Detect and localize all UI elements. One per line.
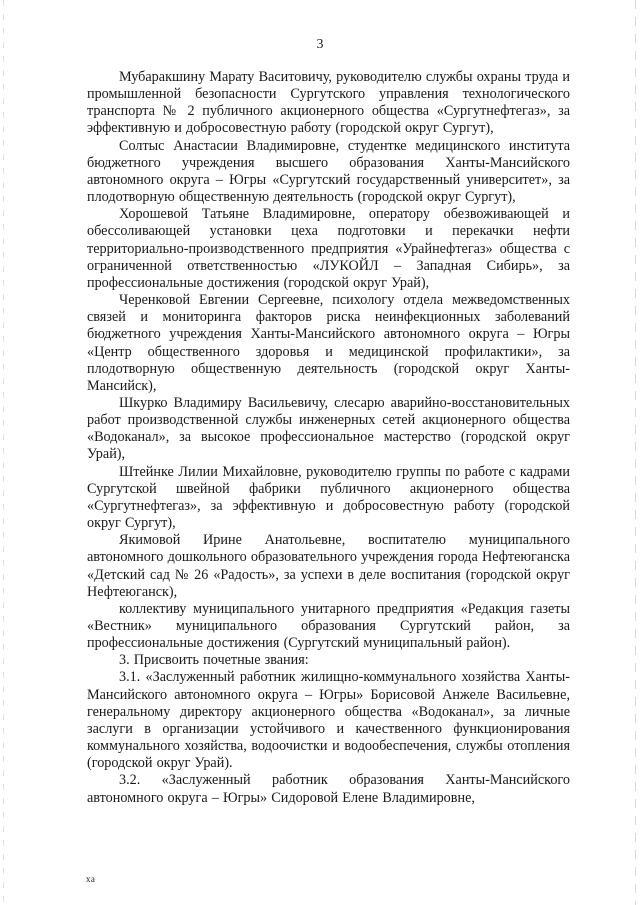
section-heading-honorary-titles: 3. Присвоить почетные звания: [119, 652, 309, 669]
honorary-title-3-2: 3.2. «Заслуженный работник образования Ханты-Мансийского автономного округа – Югры» Сидоровой Елене Владимировне, [87, 772, 570, 806]
award-paragraph-cherenkova: Черенковой Евгении Сергеевне, психологу отдела межведомственных связей и мониторинга факторов риска неинфекционных заболеваний бюджетного учреждения Ханты-Мансийского автономного округа – Югры «Центр общественного здоровья и медицинской профилактики», за плодотворную общественную деятельность (городской округ Ханты-Мансийск), [87, 292, 570, 394]
honorary-title-3-1: 3.1. «Заслуженный работник жилищно-коммунального хозяйства Ханты-Мансийского автономного округа – Югры» Борисовой Анжеле Васильевне, генеральному директору акционерного общества «Водоканал», за личные заслуги в организации устойчивого и качественного функционирования коммунального хозяйства, водоочистки и водообеспечения, службы отопления (городской округ Урай). [87, 669, 570, 772]
scan-edge-left [3, 0, 4, 905]
award-paragraph-yakimova: Якимовой Ирине Анатольевне, воспитателю муниципального автономного дошкольного образовательного учреждения города Нефтеюганска «Детский сад № 26 «Радость», за успехи в деле воспитания (городской округ Нефтеюганск), [87, 532, 570, 600]
award-paragraph-vestnik-collective: коллективу муниципального унитарного предприятия «Редакция газеты «Вестник» муниципального образования Сургутский район, за профессиональные достижения (Сургутский муниципальный район). [87, 600, 570, 652]
scan-edge-right [635, 0, 636, 905]
document-body [87, 69, 570, 807]
award-paragraph-shteinke: Штейнке Лилии Михайловне, руководителю группы по работе с кадрами Сургутской швейной фабрики публичного акционерного общества «Сургутнефтегаз», за эффективную и добросовестную работу (городской округ Сургут), [87, 463, 570, 532]
award-paragraph-shkurko: Шкурко Владимиру Васильевичу, слесарю аварийно-восстановительных работ производственной службы инженерных сетей акционерного общества «Водоканал», за высокое профессиональное мастерство (городской округ Урай), [87, 394, 570, 463]
award-paragraph-soltys: Солтыс Анастасии Владимировне, студентке медицинского института бюджетного учреждения высшего образования Ханты-Мансийского автономного округа – Югры «Сургутский государственный университет», за плодотворную общественную деятельность (городской округ Сургут), [87, 137, 570, 206]
award-paragraph-mubarakshin: Мубаракшину Марату Васитовичу, руководителю службы охраны труда и промышленной безопасности Сургутского управления технологического транспорта № 2 публичного акционерного общества «Сургутнефтегаз», за эффективную и добросовестную работу (городской округ Сургут), [87, 69, 570, 137]
page-number: 3 [316, 37, 324, 52]
footer-initials: ха [86, 874, 96, 884]
award-paragraph-khorosheva: Хорошевой Татьяне Владимировне, оператору обезвоживающей и обессоливающей установки цеха подготовки и перекачки нефти территориально-производственного предприятия «Урайнефтегаз» общества с ограниченной ответственностью «ЛУКОЙЛ – Западная Сибирь», за профессиональные достижения (городской округ Урай), [87, 206, 570, 291]
